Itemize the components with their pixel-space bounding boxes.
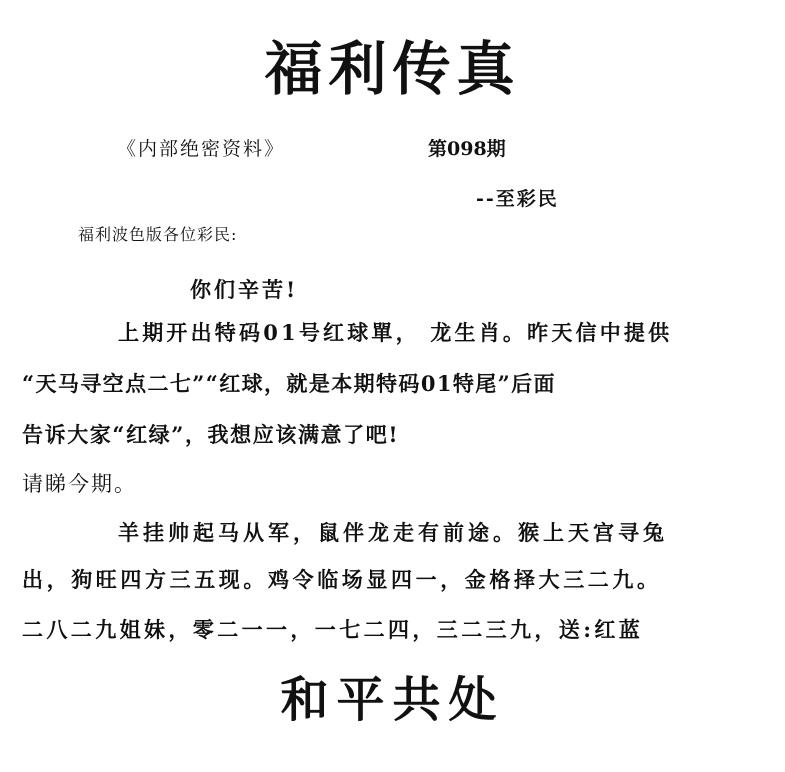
body-line: 请睇今期。: [22, 472, 137, 496]
body-line: “天马寻空点二七”“红球，就是本期特码01特尾”后面: [22, 371, 556, 396]
body-line: 出，狗旺四方三五现。鸡令临场显四一，金格择大三二九。: [22, 567, 662, 592]
body-line: 羊挂帅起马从军，鼠伴龙走有前途。猴上天宫寻兔: [118, 520, 668, 545]
signature: --至彩民: [476, 188, 559, 210]
body-line: 二八二九姐妹，零二一一，一七二四，三二三九，送:红蓝: [22, 617, 644, 642]
greeting: 你们辛苦!: [190, 277, 299, 302]
document-title: 福利传真: [264, 35, 521, 103]
salutation: 福利波色版各位彩民:: [78, 225, 238, 244]
issue-number: 第098期: [428, 138, 506, 160]
body-line: 告诉大家“红绿”，我想应该满意了吧!: [22, 422, 400, 447]
document-subtitle: 《内部绝密资料》: [117, 138, 286, 160]
body-line: 上期开出特码01号红球單， 龙生肖。昨天信中提供: [118, 320, 673, 345]
closing-title: 和平共处: [280, 672, 505, 728]
